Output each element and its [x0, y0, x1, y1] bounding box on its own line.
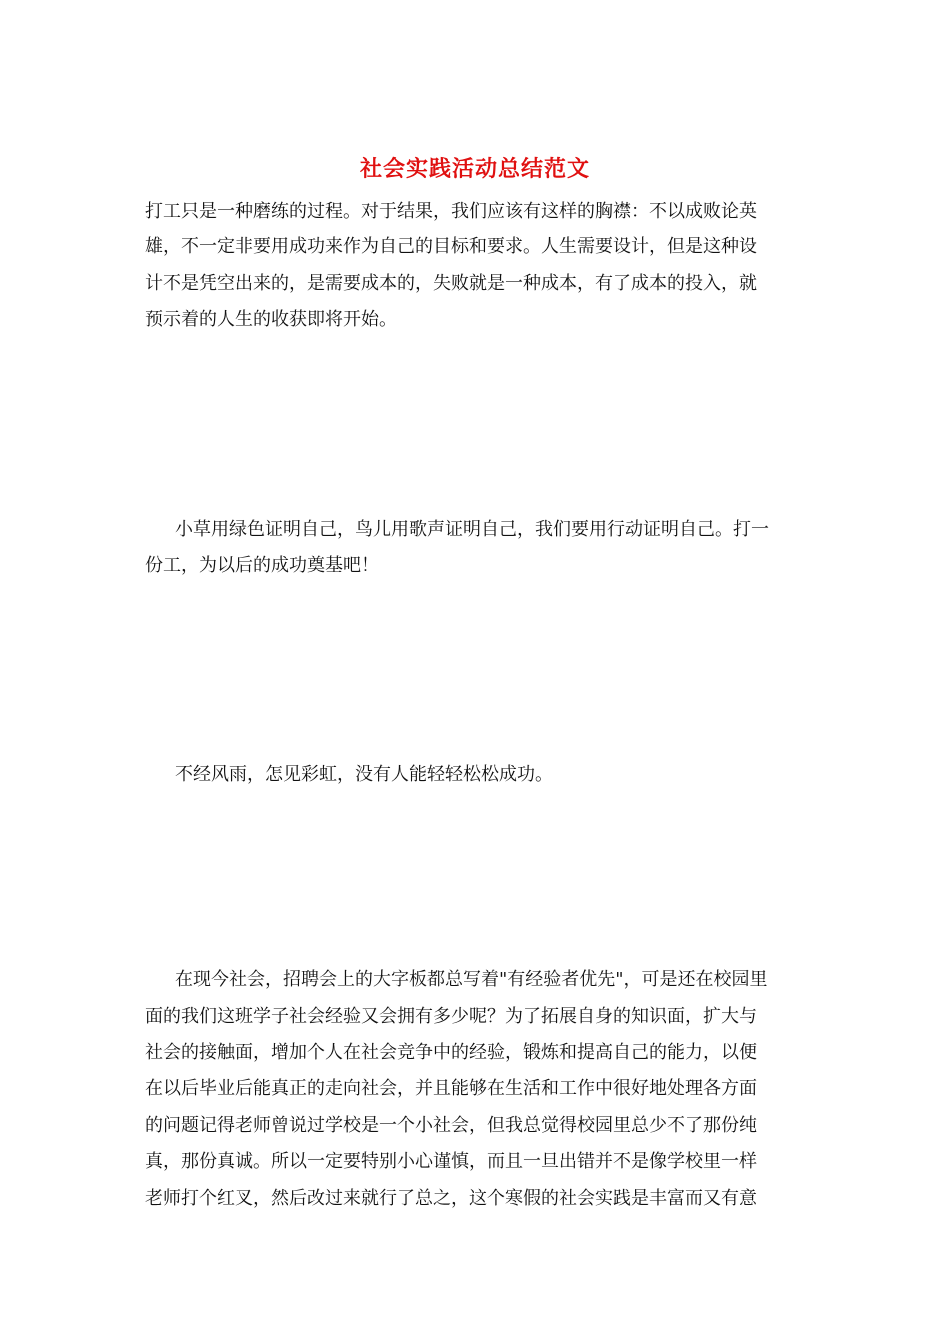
paragraph-4-line-5: 的问题记得老师曾说过学校是一个小社会，但我总觉得校园里总少不了那份纯 — [145, 1115, 757, 1136]
paragraph-1-line-1: 打工只是一种磨练的过程。对于结果，我们应该有这样的胸襟：不以成败论英 — [145, 201, 757, 222]
paragraph-2-line-1: 小草用绿色证明自己，鸟儿用歌声证明自己，我们要用行动证明自己。打一 — [175, 519, 769, 540]
paragraph-4-line-1: 在现今社会，招聘会上的大字板都总写着"有经验者优先"，可是还在校园里 — [175, 969, 768, 990]
paragraph-1-line-3: 计不是凭空出来的，是需要成本的，失败就是一种成本，有了成本的投入，就 — [145, 273, 757, 294]
paragraph-4-line-6: 真，那份真诚。所以一定要特别小心谨慎，而且一旦出错并不是像学校里一样 — [145, 1151, 757, 1172]
paragraph-1-line-2: 雄，不一定非要用成功来作为自己的目标和要求。人生需要设计，但是这种设 — [145, 236, 757, 257]
paragraph-4-line-4: 在以后毕业后能真正的走向社会，并且能够在生活和工作中很好地处理各方面 — [145, 1078, 757, 1099]
paragraph-1-line-4: 预示着的人生的收获即将开始。 — [145, 309, 397, 330]
paragraph-2-line-2: 份工，为以后的成功奠基吧！ — [145, 555, 379, 576]
document-title: 社会实践活动总结范文 — [359, 156, 590, 182]
paragraph-4-line-2: 面的我们这班学子社会经验又会拥有多少呢？为了拓展自身的知识面，扩大与 — [145, 1006, 757, 1027]
paragraph-3-line-1: 不经风雨，怎见彩虹，没有人能轻轻松松成功。 — [175, 764, 553, 785]
paragraph-4-line-7: 老师打个红叉，然后改过来就行了总之，这个寒假的社会实践是丰富而又有意 — [145, 1188, 757, 1209]
paragraph-4-line-3: 社会的接触面，增加个人在社会竞争中的经验，锻炼和提高自己的能力，以便 — [145, 1042, 757, 1063]
